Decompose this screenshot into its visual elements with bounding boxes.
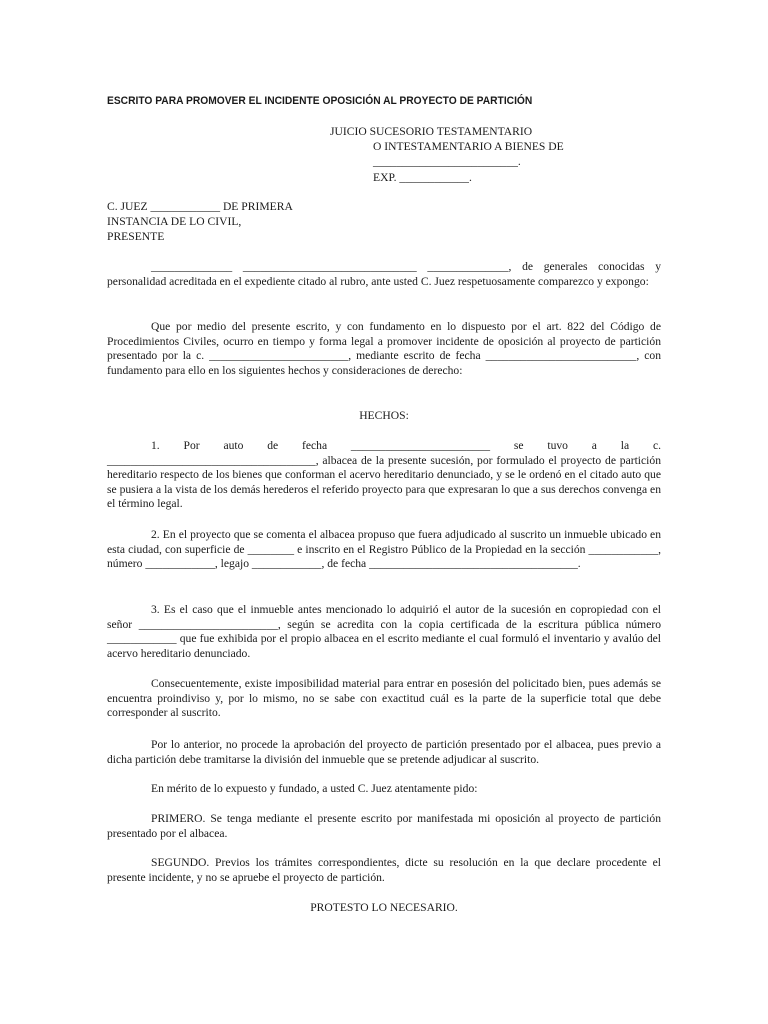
consecuentemente-text: Consecuentemente, existe imposibilidad material para entrar en posesión del policitado bien, pues además se encuentra proindiviso y, por lo mismo, no se sabe con exactitud cuál es la parte de la superficie total que debe corresponder al suscrito. (107, 677, 661, 720)
primero-text: PRIMERO. Se tenga mediante el presente escrito por manifestada mi oposición al proyecto de partición presentado por el albacea. (107, 812, 661, 840)
document-title: ESCRITO PARA PROMOVER EL INCIDENTE OPOSICIÓN AL PROYECTO DE PARTICIÓN (107, 95, 533, 107)
en-merito-paragraph (107, 782, 661, 797)
consecuentemente-paragraph (107, 677, 661, 721)
segundo-paragraph (107, 856, 661, 885)
por-lo-anterior-paragraph (107, 738, 661, 767)
intro-text: ______________ ______________________________ ______________, de generales conocidas y personalidad acreditada en el expediente citado al rubro, ante usted C. Juez respetuosamente comparezco y expongo: (107, 260, 661, 288)
case-header-line3: _________________________. (373, 155, 521, 168)
hecho-3-text: 3. Es el caso que el inmueble antes mencionado lo adquirió el autor de la sucesión en copropiedad con el señor ________________________, según se acredita con la copia certificada de la escritura pública número ____________ que fue exhibida por el propio albacea en el escrito mediante el cual formuló el inventario y avalúo del acervo hereditario denunciado. (107, 603, 661, 660)
primero-paragraph (107, 812, 661, 841)
expediente-number: EXP. ____________. (373, 171, 472, 184)
petition-text: Que por medio del presente escrito, y con fundamento en lo dispuesto por el art. 822 del Código de Procedimientos Civiles, ocurro en tiempo y forma legal a promover incidente de oposición al proyecto de partición presentado por la c. ________________________, mediante escrito de fecha __________________________, con fundamento para ello en los siguientes hechos y consideraciones de derecho: (107, 320, 661, 377)
case-header-line1: JUICIO SUCESORIO TESTAMENTARIO (330, 125, 533, 138)
hecho-1 (107, 439, 661, 512)
hecho-2 (107, 528, 661, 572)
hecho-1-text: 1. Por auto de fecha ________________________ se tuvo a la c. ____________________________________, albacea de la presente sucesión, por formulado el proyecto de partición hereditario respecto de los bienes que conforman el acervo hereditario denunciado, y se le ordenó en el citado auto que se pusiera a la vista de los demás herederos el referido proyecto para que expresaran lo que a sus derechos convenga en el término legal. (107, 439, 661, 511)
case-header-line2: O INTESTAMENTARIO A BIENES DE (373, 140, 564, 153)
hecho-2-text: 2. En el proyecto que se comenta el albacea propuso que fuera adjudicado al suscrito un inmueble ubicado en esta ciudad, con superficie de ________ e inscrito en el Registro Público de la Propiedad en la sección ____________, número ____________, legajo ____________, de fecha ____________________________________. (107, 528, 661, 571)
hechos-heading: HECHOS: (359, 409, 409, 422)
por-lo-anterior-text: Por lo anterior, no procede la aprobación del proyecto de partición presentado por el albacea, pues previo a dicha partición debe tramitarse la división del inmueble que se pretende adjudicar al suscrito. (107, 738, 661, 766)
petition-paragraph (107, 320, 661, 378)
hecho-3 (107, 603, 661, 661)
closing-line: PROTESTO LO NECESARIO. (310, 901, 458, 914)
segundo-text: SEGUNDO. Previos los trámites correspondientes, dicte su resolución en la que declare procedente el presente incidente, y no se apruebe el proyecto de partición. (107, 856, 661, 884)
addressee-line3: PRESENTE (107, 230, 165, 243)
addressee-line2: INSTANCIA DE LO CIVIL, (107, 215, 242, 228)
addressee-line1: C. JUEZ ____________ DE PRIMERA (107, 200, 293, 213)
en-merito-text: En mérito de lo expuesto y fundado, a usted C. Juez atentamente pido: (151, 782, 478, 795)
intro-paragraph (107, 260, 661, 289)
